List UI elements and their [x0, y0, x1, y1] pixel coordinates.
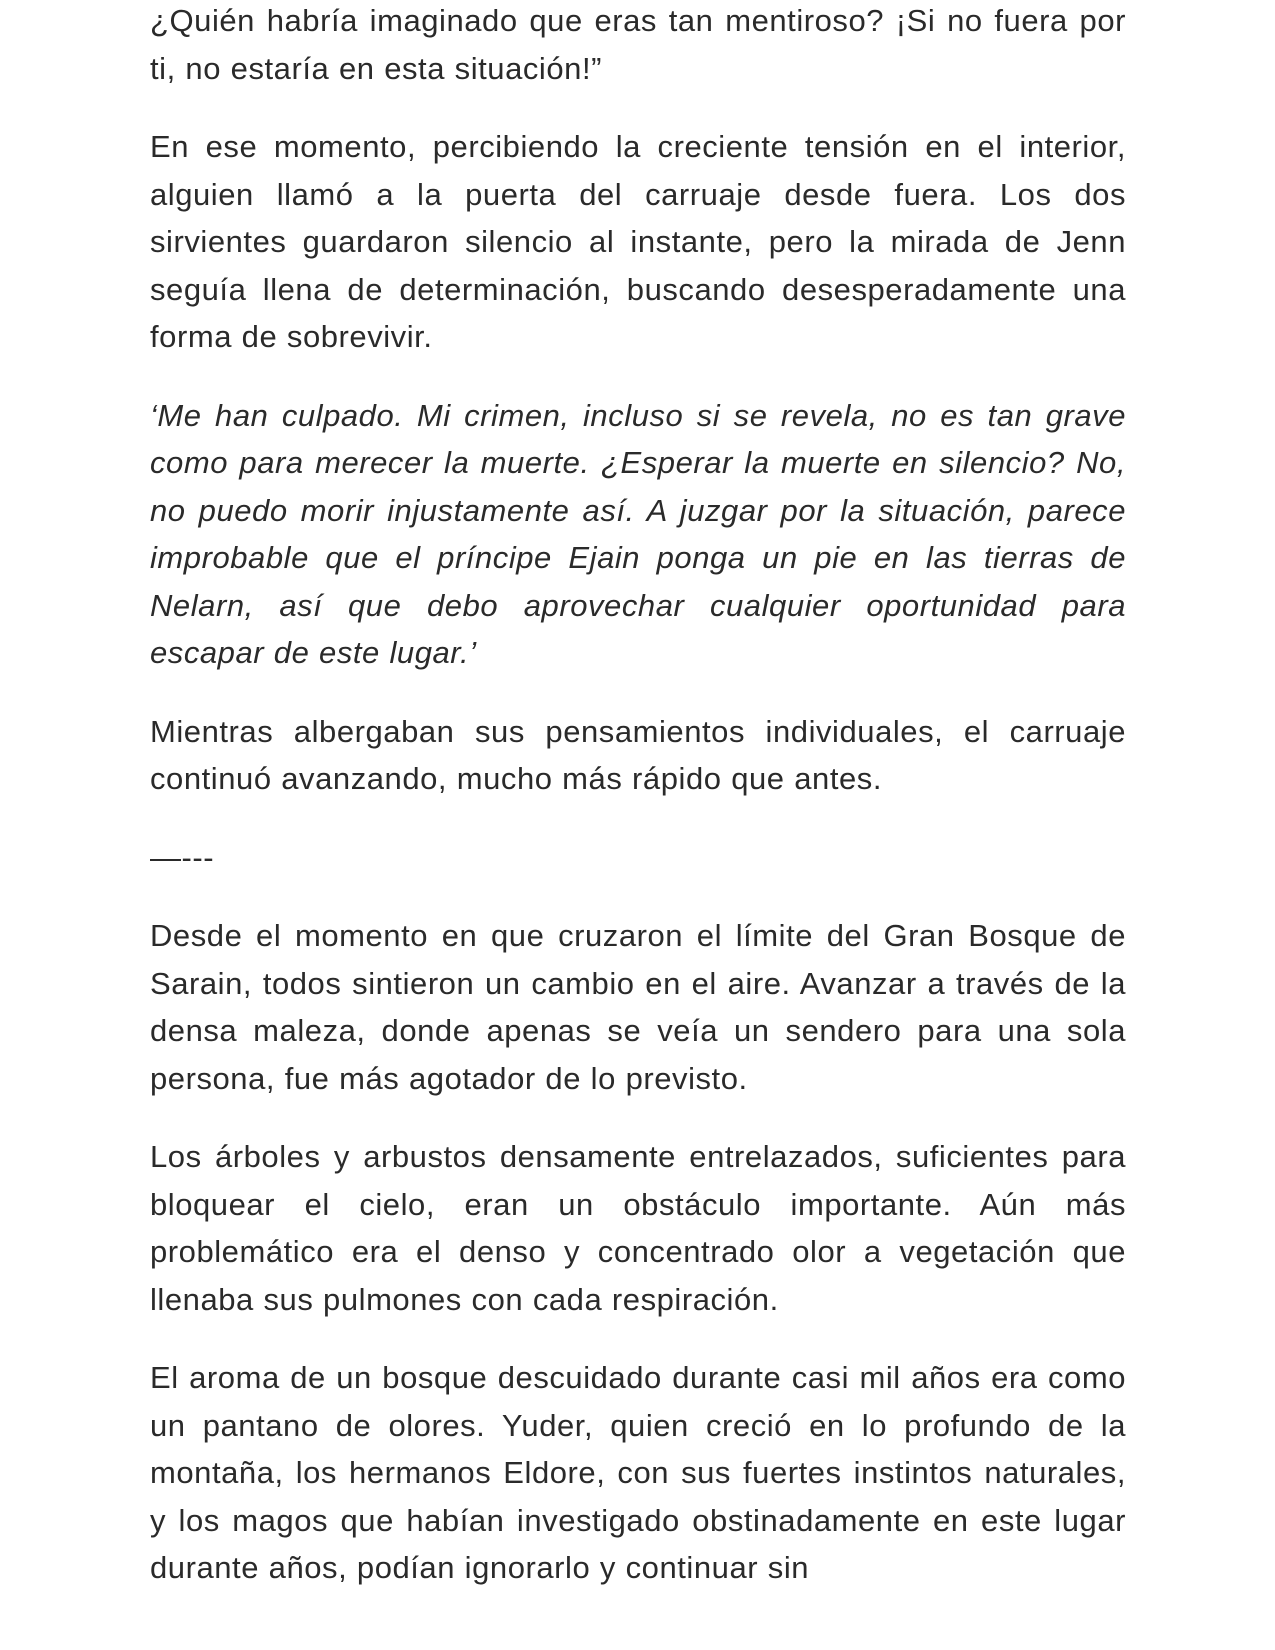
- paragraph-3-inner-thought: ‘Me han culpado. Mi crimen, incluso si se revela, no es tan grave como para merecer la muerte. ¿Esperar la muerte en silencio? No, no puedo morir injustamente así. A juzgar por la situación, parece improbable que el príncipe Ejain ponga un pie en las tierras de Nelarn, así que debo aprovechar cualquier oportunidad para escapar de este lugar.’: [150, 397, 1126, 670]
- scene-separator: —---: [150, 839, 215, 875]
- paragraph-1: ¿Quién habría imaginado que eras tan mentiroso? ¡Si no fuera por ti, no estaría en esta situación!”: [150, 3, 1126, 86]
- paragraph-6: Los árboles y arbustos densamente entrelazados, suficientes para bloquear el cielo, eran un obstáculo importante. Aún más problemático era el denso y concentrado olor a vegetación que llenaba sus pulmones con cada respiración.: [150, 1139, 1126, 1317]
- paragraph-4: Mientras albergaban sus pensamientos individuales, el carruaje continuó avanzando, mucho más rápido que antes.: [150, 713, 1126, 796]
- paragraph-7: El aroma de un bosque descuidado durante casi mil años era como un pantano de olores. Yuder, quien creció en lo profundo de la montaña, los hermanos Eldore, con sus fuertes instintos naturales, y los magos que habían investigado obstinadamente en este lugar durante años, podían ignorarlo y continuar sin: [150, 1360, 1126, 1585]
- paragraph-2: En ese momento, percibiendo la creciente tensión en el interior, alguien llamó a la puerta del carruaje desde fuera. Los dos sirvientes guardaron silencio al instante, pero la mirada de Jenn seguía llena de determinación, buscando desesperadamente una forma de sobrevivir.: [150, 129, 1126, 354]
- paragraph-5: Desde el momento en que cruzaron el límite del Gran Bosque de Sarain, todos sintieron un cambio en el aire. Avanzar a través de la densa maleza, donde apenas se veía un sendero para una sola persona, fue más agotador de lo previsto.: [150, 918, 1126, 1096]
- document-page: [150, 0, 1126, 1623]
